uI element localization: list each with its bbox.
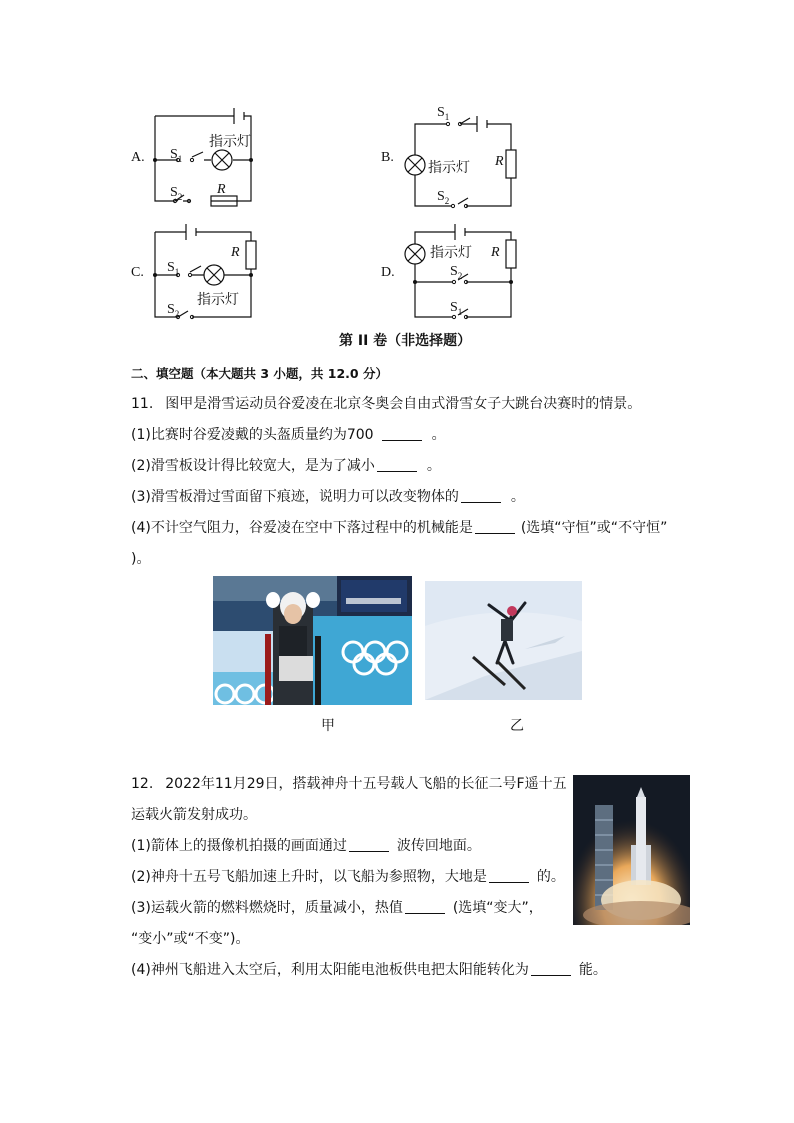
caption-jia: 甲 (321, 718, 335, 734)
circuit-a-s1-label: $S_1$ (170, 147, 183, 164)
q11-stem: 11. 图甲是滑雪运动员谷爱凌在北京冬奥会自由式滑雪女子大跳台决赛时的情景。 (131, 396, 642, 412)
circuit-d-s1-label: $S_1$ (450, 300, 463, 317)
circuit-a-diagram (148, 104, 263, 210)
q12-blank-4[interactable] (531, 961, 571, 976)
q11-part4: (4)不计空气阻力，谷爱凌在空中下落过程中的机械能是 (选填“守恒”或“不守恒” (131, 520, 668, 536)
q12-part2: (2)神舟十五号飞船加速上升时，以飞船为参照物，大地是 的。 (131, 869, 565, 885)
circuit-b-r-label: R (495, 154, 504, 169)
circuit-b-s2-label: $S_2$ (437, 189, 450, 206)
circuit-b-lamp-label: 指示灯 (428, 160, 470, 176)
circuit-c-r-label: R (231, 245, 240, 260)
q11-part4-continued: )。 (131, 551, 151, 567)
q11-blank-3[interactable] (461, 488, 501, 503)
section-heading: 二、填空题（本大题共 3 小题，共 12.0 分） (131, 366, 388, 381)
circuit-d-r-label: R (491, 245, 500, 260)
circuit-a-lamp-label: 指示灯 (209, 134, 251, 150)
q12-blank-3[interactable] (405, 899, 445, 914)
q11-part3: (3)滑雪板滑过雪面留下痕迹，说明力可以改变物体的 。 (131, 489, 525, 505)
option-c-letter: C. (131, 265, 144, 280)
caption-yi: 乙 (510, 718, 524, 734)
option-a-letter: A. (131, 150, 145, 165)
circuit-b-s1-label: $S_1$ (437, 105, 450, 122)
photo-rocket-launch (573, 775, 690, 925)
q12-blank-2[interactable] (489, 868, 529, 883)
photo-yi-jumping-skier (425, 581, 582, 700)
circuit-c-s1-label: $S_1$ (167, 260, 180, 277)
photo-jia-skier (213, 576, 412, 705)
volume-title: 第 II 卷（非选择题） (339, 333, 472, 349)
q11-blank-1[interactable] (382, 426, 422, 441)
q12-stem-line2: 运载火箭发射成功。 (131, 807, 257, 823)
circuit-d-lamp-label: 指示灯 (430, 245, 472, 261)
circuit-d-s2-label: $S_2$ (450, 264, 463, 281)
option-d-letter: D. (381, 265, 395, 280)
q11-part1: (1)比赛时谷爱凌戴的头盔质量约为700 。 (131, 427, 446, 443)
circuit-a-r-label: R (217, 182, 226, 197)
q11-blank-2[interactable] (377, 457, 417, 472)
q12-part3-continued: “变小”或“不变”)。 (131, 931, 250, 947)
circuit-c-s2-label: $S_2$ (167, 302, 180, 319)
circuit-c-lamp-label: 指示灯 (197, 292, 239, 308)
q12-part4: (4)神州飞船进入太空后，利用太阳能电池板供电把太阳能转化为 能。 (131, 962, 607, 978)
circuit-a-s2-label: $S_2$ (170, 185, 183, 202)
q12-blank-1[interactable] (349, 837, 389, 852)
q11-part2: (2)滑雪板设计得比较宽大，是为了减小 。 (131, 458, 441, 474)
q12-part1: (1)箭体上的摄像机拍摄的画面通过 波传回地面。 (131, 838, 481, 854)
option-b-letter: B. (381, 150, 394, 165)
q12-number: 12. (131, 776, 154, 792)
q12-part3: (3)运载火箭的燃料燃烧时，质量减小，热值 (选填“变大”， (131, 900, 543, 916)
q12-stem-line1: 12. 2022年11月29日，搭载神舟十五号载人飞船的长征二号F遥十五 (131, 776, 567, 792)
q11-blank-4[interactable] (475, 519, 515, 534)
q11-number: 11. (131, 396, 154, 412)
